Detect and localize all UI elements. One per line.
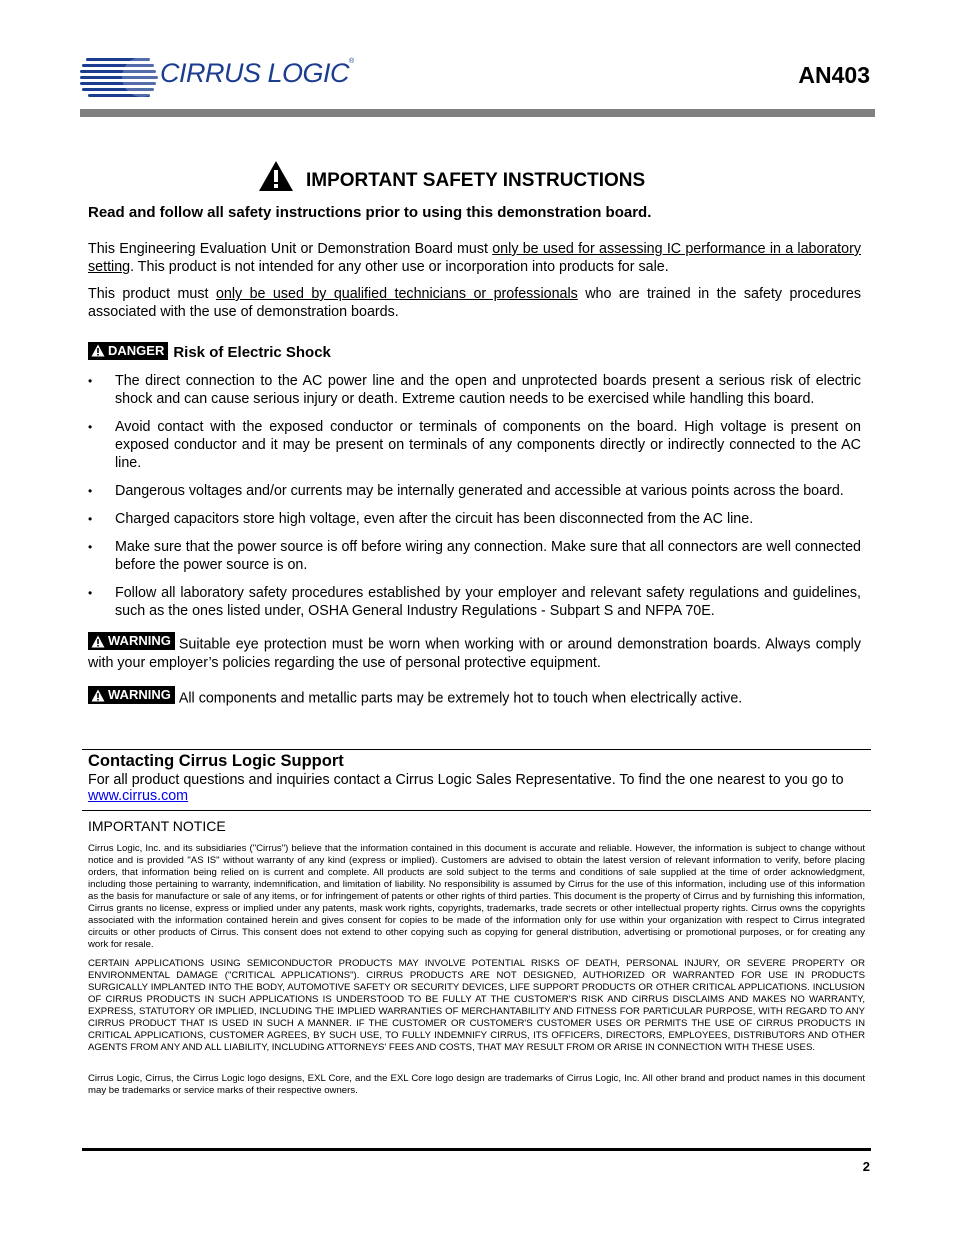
warning-1 [88,632,861,672]
bullet-icon: • [88,540,93,554]
alert-triangle-icon [91,344,105,357]
warning-badge [88,686,175,704]
list-item: • The direct connection to the AC power line and the open and unprotected boards present a serious risk of electric shock and can cause serious injury or death. Extreme caution needs to be exercised while handling this board. [88,373,861,407]
list-item: • Charged capacitors store high voltage, even after the circuit has been disconnected from the AC line. [88,511,754,527]
notice-paragraph-3: Cirrus Logic, Cirrus, the Cirrus Logic logo designs, EXL Core, and the EXL Core logo design are trademarks of Cirrus Logic, Inc. All other brand and product names in this document may be trademarks or service marks of their respective owners. [88,1073,865,1096]
footer-rule [82,1148,871,1151]
warning-2-text: All components and metallic parts may be extremely hot to touch when electrically active. [178,690,743,707]
danger-heading [88,340,331,361]
warning-triangle-icon [258,160,294,192]
warning-badge-text: WARNING [108,633,171,648]
contact-top-rule [82,749,871,750]
bullet-icon: • [88,484,93,498]
safety-title [258,158,645,194]
safety-title-text: IMPORTANT SAFETY INSTRUCTIONS [306,170,646,191]
header-bar [80,109,875,117]
danger-bullet-list [88,372,861,630]
list-item: • Follow all laboratory safety procedures established by your employer and relevant safety regulations and guidelines, such as the ones listed under, OSHA General Industry Regulations - Subpart S and NFPA 70E. [88,585,861,619]
contact-bottom-rule [82,810,871,811]
safety-paragraph-2: This product must only be used by qualified technicians or professionals who are trained in the safety procedures associated with the use of demonstration boards. [88,286,861,320]
notice-heading: IMPORTANT NOTICE [88,818,226,834]
list-item: • Avoid contact with the exposed conductor or terminals of components on the board. High voltage is present on exposed conductor and it may be present on terminals of any components directly or indirectly connected to the AC line. [88,419,861,471]
warning-1-text: Suitable eye protection must be worn when working with or around demonstration boards. Always comply with your employer’s policies regarding the use of personal protective equipment. [88,636,861,671]
brand-wordmark: CIRRUS LOGIC® [160,58,354,88]
list-item: • Dangerous voltages and/or currents may be internally generated and accessible at various points across the board. [88,483,844,499]
contact-title: Contacting Cirrus Logic Support [88,752,344,770]
cirrus-logic-logo [80,52,380,104]
alert-triangle-icon [91,635,105,648]
danger-label: Risk of Electric Shock [173,344,331,361]
cirrus-website-link[interactable]: www.cirrus.com [88,788,189,804]
document-id: AN403 [798,62,870,88]
bullet-icon: • [88,420,93,434]
warning-badge-text: WARNING [108,687,171,702]
warning-2 [88,686,861,708]
danger-badge [88,342,168,360]
bullet-icon: • [88,512,93,526]
warning-badge [88,632,175,650]
bullet-icon: • [88,374,93,388]
safety-paragraph-1: This Engineering Evaluation Unit or Demonstration Board must only be used for assessing IC performance in a laboratory setting. This product is not intended for any other use or incorporation into products for sale. [88,241,861,275]
bullet-icon: • [88,586,93,600]
safety-lead: Read and follow all safety instructions prior to using this demonstration board. [88,204,652,221]
notice-paragraph-1: Cirrus Logic, Inc. and its subsidiaries ("Cirrus") believe that the information contained in this document is accurate and reliable. However, the information is subject to change without notice and is provided "AS IS" without warranty of any kind (express or implied). Customers are advised to obtain the latest version of relevant information to verify, before placing orders, that information being relied on is current and complete. All products are sold subject to the terms and conditions of sale supplied at the time of order acknowledgment, including those pertaining to warranty, indemnification, and limitation of liability. No responsibility is assumed by Cirrus for the use of this information, including use of this information as the basis for manufacture or sale of any items, or for infringement of patents or other rights of third parties. This document is the property of Cirrus and by furnishing this information, Cirrus grants no license, express or implied under any patents, mask work rights, copyrights, trademarks, trade secrets or other intellectual property rights. Cirrus owns the copyrights associated with the information contained herein and gives consent for copies to be made of the information only for use within your organization with respect to Cirrus integrated circuits or other products of Cirrus. This consent does not extend to other copying such as copying for general distribution, advertising or promotional purposes, or for creating any work for resale. [88,843,865,950]
danger-badge-text: DANGER [108,343,165,358]
page-number: 2 [862,1159,870,1174]
notice-paragraph-2: CERTAIN APPLICATIONS USING SEMICONDUCTOR PRODUCTS MAY INVOLVE POTENTIAL RISKS OF DEATH, PERSONAL INJURY, OR SEVERE PROPERTY OR ENVIRONMENTAL DAMAGE ("CRITICAL APPLICATIONS"). CIRRUS PRODUCTS ARE NOT DESIGNED, AUTHORIZED OR WARRANTED FOR USE IN PRODUCTS SURGICALLY IMPLANTED INTO THE BODY, AUTOMOTIVE SAFETY OR SECURITY DEVICES, LIFE SUPPORT PRODUCTS OR OTHER CRITICAL APPLICATIONS. INCLUSION OF CIRRUS PRODUCTS IN SUCH APPLICATIONS IS UNDERSTOOD TO BE FULLY AT THE CUSTOMER'S RISK AND CIRRUS DISCLAIMS AND MAKES NO WARRANTY, EXPRESS, STATUTORY OR IMPLIED, INCLUDING THE IMPLIED WARRANTIES OF MERCHANTABILITY AND FITNESS FOR PARTICULAR PURPOSE, WITH REGARD TO ANY CIRRUS PRODUCT THAT IS USED IN SUCH A MANNER. IF THE CUSTOMER OR CUSTOMER'S CUSTOMER USES OR PERMITS THE USE OF CIRRUS PRODUCTS IN CRITICAL APPLICATIONS, CUSTOMER AGREES, BY SUCH USE, TO FULLY INDEMNIFY CIRRUS, ITS OFFICERS, DIRECTORS, EMPLOYEES, DISTRIBUTORS AND OTHER AGENTS FROM ANY AND ALL LIABILITY, INCLUDING ATTORNEYS' FEES AND COSTS, THAT MAY RESULT FROM OR ARISE IN CONNECTION WITH THESE USES. [88,958,865,1053]
cirrus-swoosh-icon [80,52,160,104]
list-item: • Make sure that the power source is off before wiring any connection. Make sure that all connectors are well connected before the power source is on. [88,539,861,573]
contact-text: For all product questions and inquiries contact a Cirrus Logic Sales Representative. To find the one nearest to you go to www.cirrus.com [88,772,844,804]
alert-triangle-icon [91,689,105,702]
